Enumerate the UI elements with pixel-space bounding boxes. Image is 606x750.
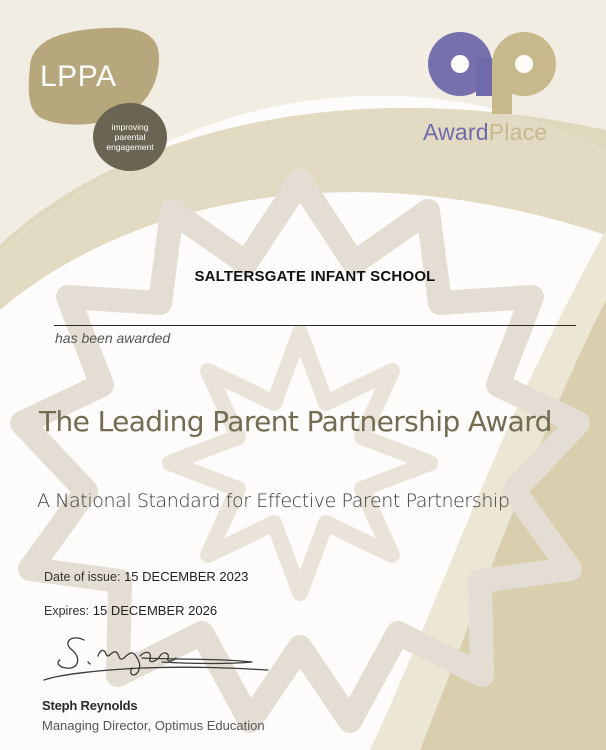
flower-inner-star xyxy=(170,333,430,593)
awardplace-wordmark-place: Place xyxy=(488,119,548,145)
lppa-logo-text: LPPA xyxy=(40,60,117,93)
awardplace-wordmark xyxy=(423,119,547,146)
award-title: The Leading Parent Partnership Award xyxy=(39,405,552,438)
school-name: SALTERSGATE INFANT SCHOOL xyxy=(194,268,436,285)
ap-logo-p-counter xyxy=(515,55,533,73)
lppa-tagline-badge xyxy=(93,103,167,171)
awardplace-logo xyxy=(424,28,564,116)
issue-date-label: Date of issue: xyxy=(44,570,121,584)
signer-name: Steph Reynolds xyxy=(42,698,138,713)
school-underline xyxy=(54,325,576,326)
awardplace-wordmark-award: Award xyxy=(423,119,489,145)
expiry-date-label: Expires: xyxy=(44,604,90,618)
expiry-date-row xyxy=(44,603,217,618)
issue-date-value: 15 DECEMBER 2023 xyxy=(124,569,249,584)
issue-date-row xyxy=(44,569,248,584)
signer-role: Managing Director, Optimus Education xyxy=(42,718,265,733)
awarded-text: has been awarded xyxy=(55,330,171,346)
lppa-tagline-line-1: improving xyxy=(111,122,149,132)
lppa-tagline-line-3: engagement xyxy=(106,142,154,152)
expiry-date-value: 15 DECEMBER 2026 xyxy=(92,603,218,618)
ap-logo-a-stem xyxy=(476,58,492,96)
signature xyxy=(42,628,272,688)
ap-logo-a-counter xyxy=(451,55,469,73)
lppa-tagline-line-2: parental xyxy=(114,132,146,142)
award-subtitle: A National Standard for Effective Parent Partnership xyxy=(37,490,510,512)
